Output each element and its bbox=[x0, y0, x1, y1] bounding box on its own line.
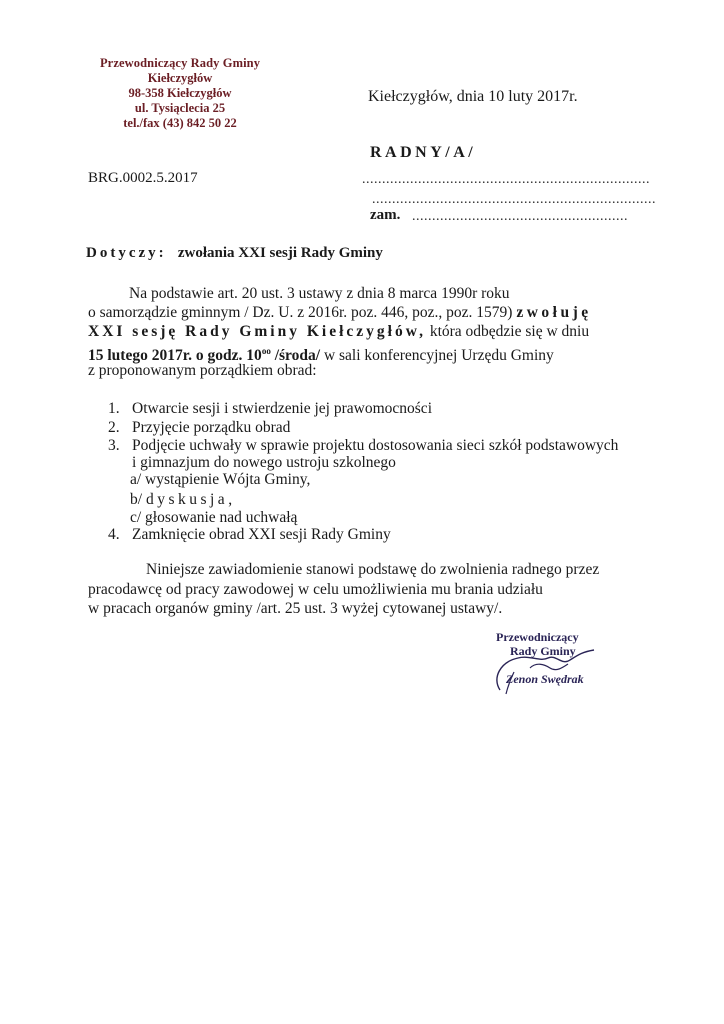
agenda-subitem: c/ głosowanie nad uchwałą bbox=[130, 509, 298, 526]
agenda-number: 1. bbox=[108, 400, 120, 417]
agenda-number: 3. bbox=[108, 437, 120, 454]
subject-text: zwołania XXI sesji Rady Gminy bbox=[177, 245, 383, 261]
body-bold: XXI sesję Rady Gminy Kiełczygłów, bbox=[88, 323, 426, 340]
agenda-text: Przyjęcie porządku obrad bbox=[132, 419, 291, 436]
office-stamp bbox=[80, 56, 280, 131]
closing-line: pracodawcę od pracy zawodowej w celu umożliwienia mu brania udziału bbox=[88, 581, 543, 598]
agenda-number: 2. bbox=[108, 419, 120, 436]
stamp-line: Kiełczygłów bbox=[147, 71, 213, 85]
subject-label: Dotyczy: bbox=[86, 245, 167, 261]
signatory-name: Zenon Swędrak bbox=[506, 672, 584, 686]
signature-block bbox=[470, 628, 620, 698]
address-label: zam. bbox=[370, 207, 401, 223]
body-text: która odbędzie się w dniu bbox=[429, 323, 590, 340]
stamp-line: tel./fax (43) 842 50 22 bbox=[123, 116, 237, 130]
body-text: o samorządzie gminnym / Dz. U. z 2016r. poz. 446, poz., poz. 1579) bbox=[88, 304, 513, 321]
agenda-text: Podjęcie uchwały w sprawie projektu dostosowania sieci szkół podstawowych bbox=[132, 437, 619, 454]
document-date: Kiełczygłów, dnia 10 luty 2017r. bbox=[368, 88, 578, 105]
agenda-text: Otwarcie sesji i stwierdzenie jej prawomocności bbox=[132, 400, 432, 417]
body-line bbox=[88, 322, 589, 342]
agenda-text: Zamknięcie obrad XXI sesji Rady Gminy bbox=[132, 526, 391, 543]
address-line: ...................................................... bbox=[412, 209, 628, 224]
body-line bbox=[88, 303, 592, 323]
closing-line: w pracach organów gminy /art. 25 ust. 3 wyżej cytowanej ustawy/. bbox=[88, 600, 503, 617]
agenda-subitem bbox=[130, 490, 236, 510]
addressee-name-line-2: ....................................................................... bbox=[372, 192, 656, 207]
agenda-item bbox=[108, 525, 391, 545]
addressee-heading: RADNY/A/ bbox=[370, 144, 477, 161]
agenda-item bbox=[108, 418, 291, 438]
body-line: z proponowanym porządkiem obrad: bbox=[88, 362, 317, 379]
agenda-number: 4. bbox=[108, 526, 120, 543]
agenda-item bbox=[108, 399, 432, 419]
addressee-name-line: ........................................................................ bbox=[362, 172, 650, 187]
stamp-line: ul. Tysiąclecia 25 bbox=[134, 101, 226, 115]
subject-line bbox=[86, 245, 383, 262]
body-bold: zwołuję bbox=[516, 304, 592, 321]
body-text: w sali konferencyjnej Urzędu Gminy bbox=[323, 347, 554, 365]
subitem-prefix: b/ bbox=[130, 491, 143, 508]
time-superscript: oo bbox=[261, 346, 271, 356]
agenda-item-continuation: i gimnazjum do nowego ustroju szkolnego bbox=[132, 454, 396, 471]
agenda-subitem: a/ wystąpienie Wójta Gminy, bbox=[130, 471, 311, 488]
signature-title: Rady Gminy bbox=[510, 644, 576, 658]
closing-line: Niniejsze zawiadomienie stanowi podstawę do zwolnienia radnego przez bbox=[146, 561, 600, 578]
session-date: 15 lutego 2017r. o godz. 10 bbox=[88, 347, 262, 365]
session-weekday: /środa/ bbox=[274, 347, 321, 365]
stamp-line: Przewodniczący Rady Gminy bbox=[99, 56, 261, 70]
reference-number: BRG.0002.5.2017 bbox=[88, 170, 198, 186]
subitem-text: dyskusja, bbox=[145, 491, 236, 508]
signature-title: Przewodniczący bbox=[496, 630, 579, 644]
stamp-line: 98-358 Kiełczygłów bbox=[128, 86, 232, 100]
body-line: Na podstawie art. 20 ust. 3 ustawy z dnia 8 marca 1990r roku bbox=[129, 285, 510, 302]
